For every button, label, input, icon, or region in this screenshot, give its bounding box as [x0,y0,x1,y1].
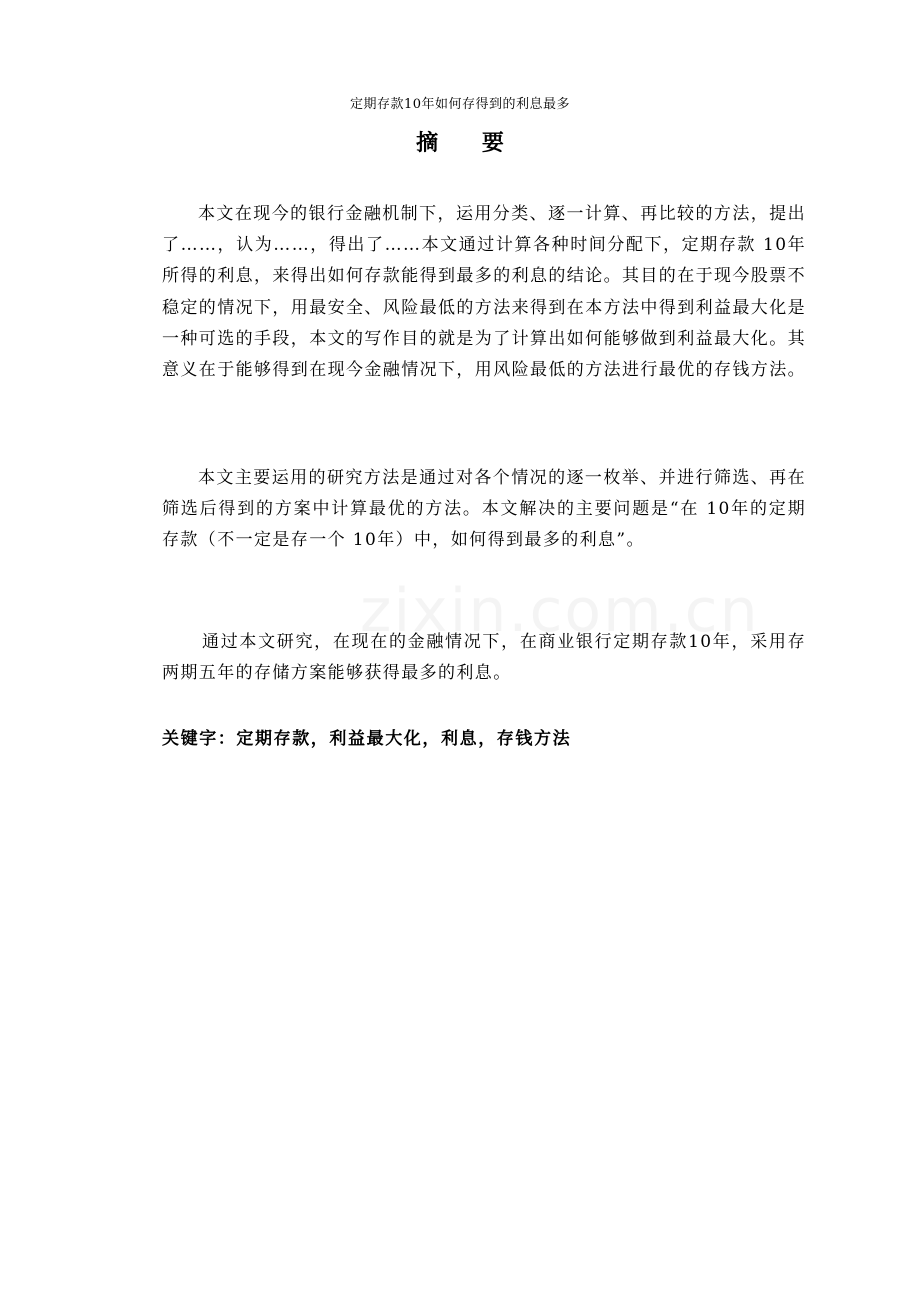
abstract-paragraph: 本文在现今的银行金融机制下，运用分类、逐一计算、再比较的方法，提出了……，认为……，得出了……本文通过计算各种时间分配下，定期存款 10年所得的利息，来得出如何存款能得到最多的利息的结论。其目的在于现今股票不稳定的情况下，用最安全、风险最低的方法来得到在本方法中得到利益最大化是一种可选的手段，本文的写作目的就是为了计算出如何能够做到利益最大化。其意义在于能够得到在现今金融情况下，用风险最低的方法进行最优的存钱方法。 [162,204,806,381]
running-header: 定期存款10年如何存得到的利息最多 [349,97,571,112]
abstract-paragraph: 通过本文研究，在现在的金融情况下，在商业银行定期存款10年，采用存两期五年的存储方案能够获得最多的利息。 [162,632,806,684]
abstract-title: 摘 要 [416,130,522,156]
keywords-line: 关键字：定期存款，利益最大化，利息，存钱方法 [162,729,572,749]
abstract-paragraph: 本文主要运用的研究方法是通过对各个情况的逐一枚举、并进行筛选、再在筛选后得到的方案中计算最优的方法。本文解决的主要问题是“在 10年的定期存款（不一定是存一个 10年）中，如何得到最多的利息”。 [162,468,806,551]
